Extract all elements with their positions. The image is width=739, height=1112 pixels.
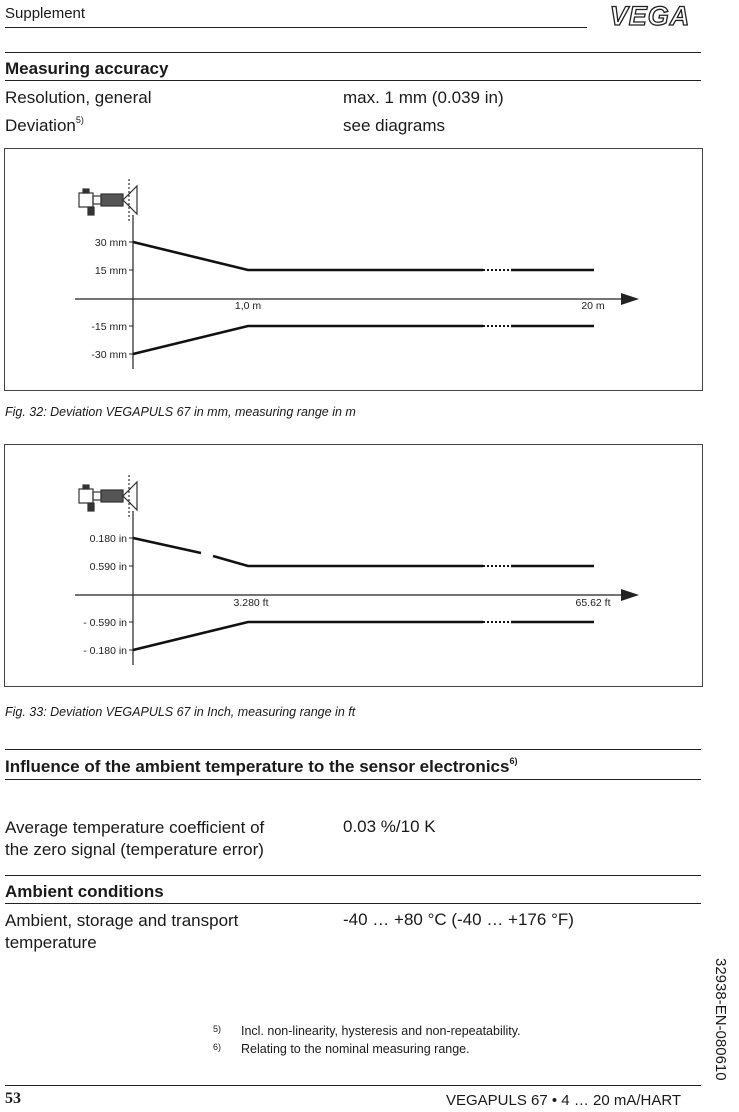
deviation-curve-upper (133, 242, 594, 270)
section-top-rule (5, 875, 701, 876)
section-top-rule (5, 52, 701, 53)
deviation-text: Deviation (5, 116, 76, 135)
row-label-ambient-temperature (5, 910, 238, 954)
vega-logo-text: VEGA (609, 2, 691, 28)
row-value-deviation: see diagrams (343, 116, 446, 135)
diagram-fig33 (4, 444, 703, 687)
footnote-5 (213, 1024, 521, 1038)
deviation-curve-lower (133, 326, 594, 354)
footnote-6 (213, 1042, 470, 1056)
caption-fig33: Fig. 33: Deviation VEGAPULS 67 in Inch, measuring range in ft (5, 705, 356, 719)
ambient-temperature-line1: Ambient, storage and transport (5, 911, 239, 930)
row-label-deviation (5, 116, 84, 136)
footer-product: VEGAPULS 67 • 4 … 20 mA/HART (446, 1092, 682, 1109)
temp-coefficient-line1: Average temperature coefficient of (5, 818, 265, 837)
temp-coefficient-line2: the zero signal (temperature error) (5, 840, 264, 859)
diagram-fig32 (4, 148, 703, 391)
side-document-code: 32938-EN-080610 (712, 958, 729, 1081)
ambient-temp-title-text: Influence of the ambient temperature to the sensor electronics (5, 757, 510, 776)
footnote-ref-6: 6) (509, 756, 518, 766)
y-tick-neg0180in: - 0.180 in (83, 645, 127, 657)
ambient-temperature-line2: temperature (5, 933, 97, 952)
x-tick-1m: 1,0 m (234, 300, 262, 312)
y-tick-neg30mm: -30 mm (91, 349, 127, 361)
vega-logo (600, 2, 701, 33)
section-title-ambient-conditions: Ambient conditions (5, 882, 164, 901)
section-title-ambient-temp (5, 757, 517, 777)
section-top-rule (5, 749, 701, 750)
row-value-resolution: max. 1 mm (0.039 in) (343, 88, 504, 107)
footnote-text-5: Incl. non-linearity, hysteresis and non-repeatability. (241, 1024, 521, 1038)
y-tick-0590in: 0.590 in (89, 561, 127, 573)
sensor-icon (79, 475, 137, 517)
footnote-mark-5: 5) (213, 1024, 222, 1034)
deviation-curve-upper (133, 538, 594, 566)
y-tick-30mm: 30 mm (94, 237, 127, 249)
x-tick-20m: 20 m (581, 300, 605, 312)
footer-rule (5, 1085, 701, 1086)
row-label-temp-coefficient (5, 817, 264, 861)
y-tick-neg15mm: -15 mm (91, 321, 127, 333)
y-tick-15mm: 15 mm (94, 265, 127, 277)
y-tick-neg0590in: - 0.590 in (83, 617, 127, 629)
footnote-ref-5: 5) (75, 115, 84, 125)
section-title-rule (5, 903, 701, 904)
header-rule (5, 27, 587, 28)
footnote-text-6: Relating to the nominal measuring range. (241, 1042, 470, 1056)
row-label-resolution: Resolution, general (5, 88, 152, 107)
x-tick-6562ft: 65.62 ft (575, 597, 611, 609)
section-title-rule (5, 779, 701, 780)
row-value-ambient-temperature: -40 … +80 °C (-40 … +176 °F) (343, 910, 574, 929)
footnote-mark-6: 6) (213, 1042, 222, 1052)
section-title-rule (5, 80, 701, 81)
header-section-label: Supplement (5, 5, 86, 22)
page-number: 53 (5, 1090, 21, 1107)
deviation-curve-lower (133, 622, 594, 650)
row-value-temp-coefficient: 0.03 %/10 K (343, 817, 436, 836)
sensor-icon (79, 179, 137, 221)
y-tick-0180in: 0.180 in (89, 533, 127, 545)
caption-fig32: Fig. 32: Deviation VEGAPULS 67 in mm, measuring range in m (5, 405, 356, 419)
section-title-measuring-accuracy: Measuring accuracy (5, 59, 169, 78)
x-tick-3280ft: 3.280 ft (233, 597, 269, 609)
